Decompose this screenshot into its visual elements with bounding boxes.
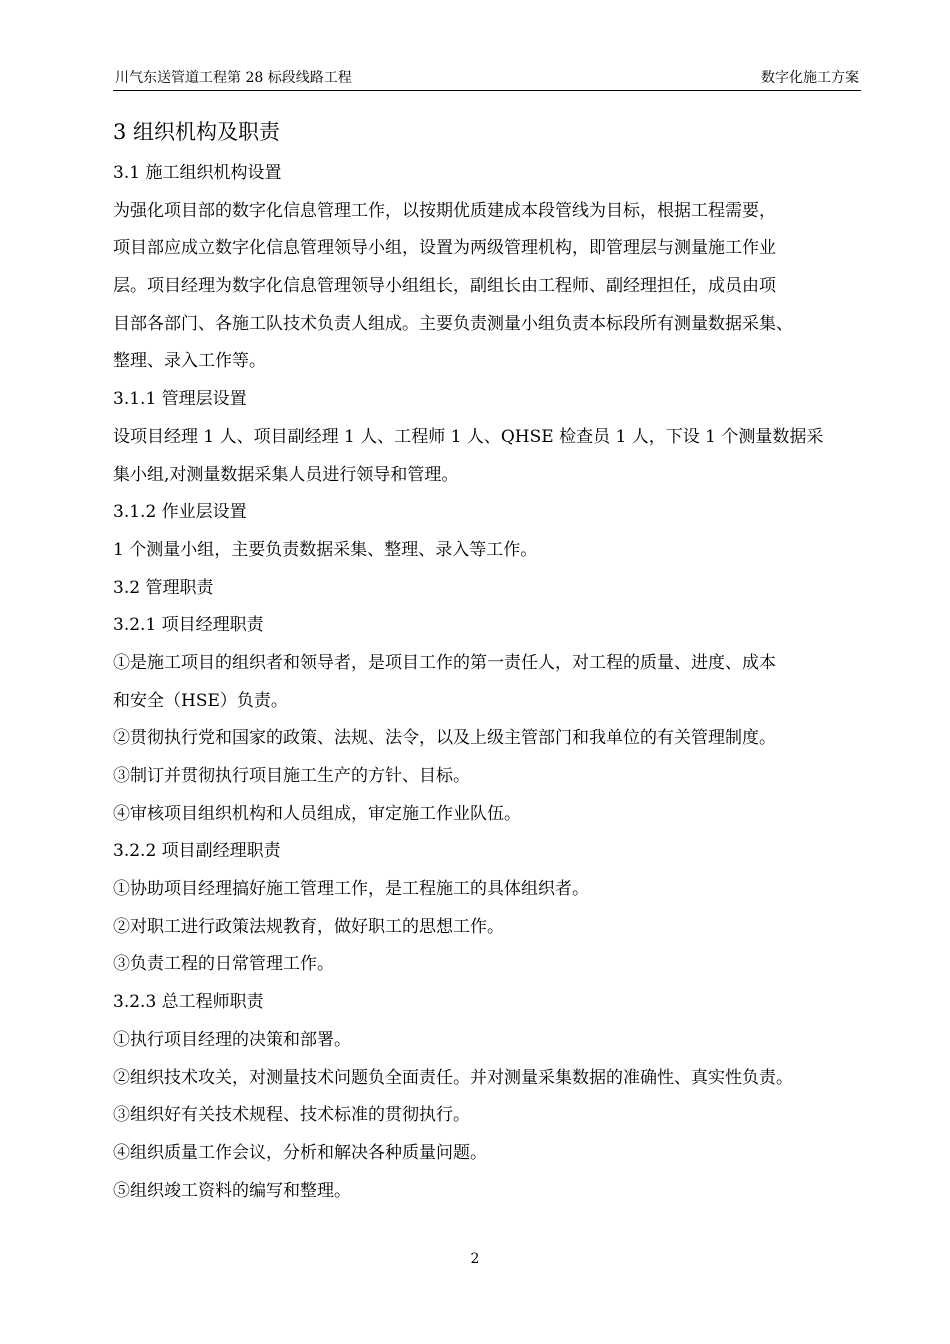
list-item: ④组织质量工作会议，分析和解决各种质量问题。 bbox=[113, 1142, 487, 1163]
paragraph-line: 目部各部门、各施工队技术负责人组成。主要负责测量小组负责本标段所有测量数据采集、 bbox=[113, 313, 793, 334]
paragraph-line: 层。项目经理为数字化信息管理领导小组组长，副组长由工程师、副经理担任，成员由项 bbox=[113, 276, 776, 297]
paragraph-line: 1 个测量小组，主要负责数据采集、整理、录入等工作。 bbox=[113, 539, 538, 560]
list-item: ①执行项目经理的决策和部署。 bbox=[113, 1029, 351, 1050]
subsection-heading: 3.2.1 项目经理职责 bbox=[113, 615, 264, 636]
subsection-heading: 3.1.2 作业层设置 bbox=[113, 502, 247, 523]
list-item: 和安全（HSE）负责。 bbox=[113, 690, 288, 711]
list-item: ②贯彻执行党和国家的政策、法规、法令，以及上级主管部门和我单位的有关管理制度。 bbox=[113, 728, 776, 749]
page-header bbox=[113, 66, 861, 91]
header-document-title: 数字化施工方案 bbox=[761, 70, 859, 86]
list-item: ③制订并贯彻执行项目施工生产的方针、目标。 bbox=[113, 766, 470, 786]
subsection-heading: 3.1 施工组织机构设置 bbox=[113, 163, 282, 183]
subsection-heading: 3.2 管理职责 bbox=[113, 577, 214, 598]
list-item: ①是施工项目的组织者和领导者，是项目工作的第一责任人，对工程的质量、进度、成本 bbox=[113, 652, 776, 673]
page-body bbox=[113, 114, 863, 1210]
page-number: 2 bbox=[470, 1251, 480, 1267]
header-project-title: 川气东送管道工程第 28 标段线路工程 bbox=[115, 70, 352, 86]
paragraph-line: 整理、录入工作等。 bbox=[113, 351, 266, 372]
paragraph-line: 集小组,对测量数据采集人员进行领导和管理。 bbox=[113, 464, 459, 485]
list-item: ③负责工程的日常管理工作。 bbox=[113, 954, 334, 975]
subsection-heading: 3.2.2 项目副经理职责 bbox=[113, 841, 281, 862]
paragraph-line: 项目部应成立数字化信息管理领导小组，设置为两级管理机构，即管理层与测量施工作业 bbox=[113, 238, 776, 259]
list-item: ⑤组织竣工资料的编写和整理。 bbox=[113, 1180, 351, 1201]
list-item: ③组织好有关技术规程、技术标准的贯彻执行。 bbox=[113, 1105, 470, 1126]
subsection-heading: 3.2.3 总工程师职责 bbox=[113, 992, 264, 1013]
list-item: ②组织技术攻关，对测量技术问题负全面责任。并对测量采集数据的准确性、真实性负责。 bbox=[113, 1067, 793, 1088]
list-item: ②对职工进行政策法规教育，做好职工的思想工作。 bbox=[113, 916, 504, 937]
paragraph-line: 设项目经理 1 人、项目副经理 1 人、工程师 1 人、QHSE 检查员 1 人，下设 1 个测量数据采 bbox=[113, 426, 824, 447]
list-item: ④审核项目组织机构和人员组成，审定施工作业队伍。 bbox=[113, 803, 521, 824]
paragraph-line: 为强化项目部的数字化信息管理工作，以按期优质建成本段管线为目标，根据工程需要， bbox=[113, 200, 776, 221]
section-heading: 3 组织机构及职责 bbox=[113, 120, 281, 144]
list-item: ①协助项目经理搞好施工管理工作，是工程施工的具体组织者。 bbox=[113, 879, 589, 900]
subsection-heading: 3.1.1 管理层设置 bbox=[113, 389, 247, 410]
